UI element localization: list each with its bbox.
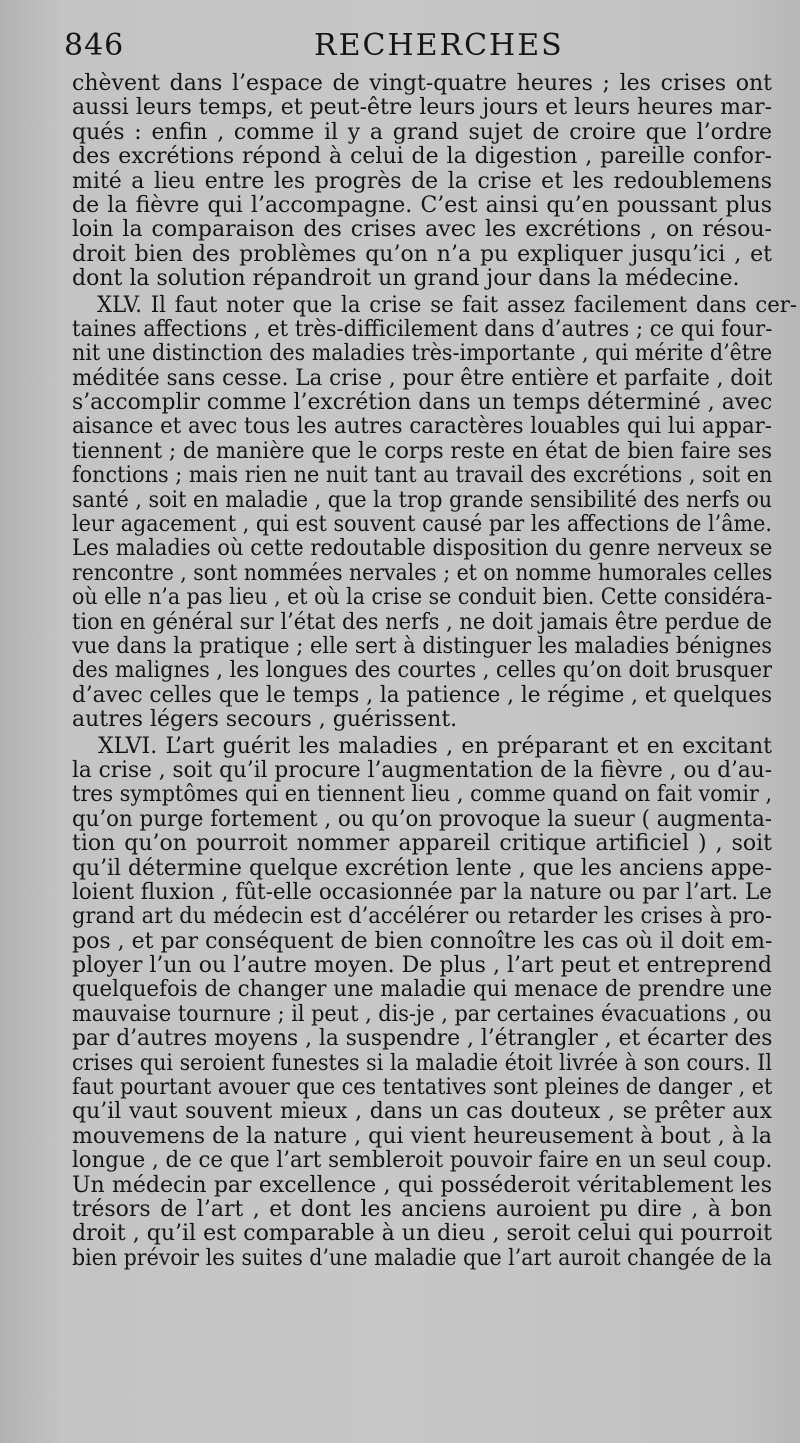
text-line: d’avec celles que le temps , la patience , le régime , et quelques bbox=[72, 683, 772, 708]
text-line: mité a lieu entre les progrès de la crise et les redoublemens bbox=[72, 169, 772, 194]
text-line: droit bien des problèmes qu’on n’a pu expliquer jusqu’ici , et bbox=[72, 242, 772, 267]
text-line: de la fièvre qui l’accompagne. C’est ainsi qu’en poussant plus bbox=[72, 193, 772, 218]
text-line: qués : enfin , comme il y a grand sujet de croire que l’ordre bbox=[72, 120, 772, 145]
text-line: grand art du médecin est d’accélérer ou retarder les crises à pro- bbox=[72, 905, 772, 930]
text-line: leur agacement , qui est souvent causé par les affections de l’âme. bbox=[72, 513, 772, 538]
text-line: qu’il vaut souvent mieux , dans un cas douteux , se prêter aux bbox=[72, 1100, 772, 1125]
paragraph-xlv bbox=[72, 293, 798, 733]
text-line: dont la solution répandroit un grand jour dans la médecine. bbox=[72, 267, 740, 292]
text-line: XLVI. L’art guérit les maladies , en préparant et en excitant bbox=[98, 734, 772, 759]
text-line: rencontre , sont nommées nervales ; et on nomme humorales celles bbox=[72, 561, 772, 586]
text-line: tion qu’on pourroit nommer appareil critique artificiel ) , soit bbox=[72, 832, 772, 857]
text-line: vue dans la pratique ; elle sert à distinguer les maladies bénignes bbox=[72, 634, 772, 659]
text-line: des malignes , les longues des courtes , celles qu’on doit brusquer bbox=[72, 659, 772, 684]
text-line: qu’on purge fortement , ou qu’on provoque la sueur ( augmenta- bbox=[72, 807, 772, 832]
text-line: s’accomplir comme l’excrétion dans un temps déterminé , avec bbox=[72, 391, 772, 416]
text-line: des excrétions répond à celui de la digestion , pareille confor- bbox=[72, 145, 772, 170]
text-line: où elle n’a pas lieu , et où la crise se conduit bien. Cette considéra- bbox=[72, 586, 772, 611]
page-header bbox=[64, 28, 724, 66]
text-line: santé , soit en maladie , que la trop grande sensibilité des nerfs ou bbox=[72, 488, 772, 513]
text-line: faut pourtant avouer que ces tentatives sont pleines de danger , et bbox=[72, 1076, 772, 1101]
text-line: Un médecin par excellence , qui posséderoit véritablement les bbox=[72, 1173, 772, 1198]
text-line: la crise , soit qu’il procure l’augmentation de la fièvre , ou d’au- bbox=[72, 758, 772, 783]
page-number: 846 bbox=[64, 28, 125, 63]
text-line: méditée sans cesse. La crise , pour être entière et parfaite , doit bbox=[72, 366, 772, 391]
text-line: crises qui seroient funestes si la maladie étoit livrée à son cours. Il bbox=[72, 1051, 772, 1076]
text-line: tiennent ; de manière que le corps reste en état de bien faire ses bbox=[72, 439, 772, 464]
text-line: droit , qu’il est comparable à un dieu , seroit celui qui pourroit bbox=[72, 1222, 772, 1247]
text-line: tion en général sur l’état des nerfs , ne doit jamais être perdue de bbox=[72, 610, 772, 635]
text-line: fonctions ; mais rien ne nuit tant au travail des excrétions , soit en bbox=[72, 464, 772, 489]
text-line: mouvemens de la nature , qui vient heureusement à bout , à la bbox=[72, 1124, 772, 1149]
text-line: Les maladies où cette redoutable disposition du genre nerveux se bbox=[72, 537, 772, 562]
text-line: taines affections , et très-difficilement dans d’autres ; ce qui four- bbox=[72, 317, 772, 342]
text-line: tres symptômes qui en tiennent lieu , comme quand on fait vomir , bbox=[72, 783, 772, 808]
text-line: chèvent dans l’espace de vingt-quatre heures ; les crises ont bbox=[72, 72, 772, 96]
text-line: nit une distinction des maladies très-importante , qui mérite d’être bbox=[72, 342, 772, 367]
text-line: ployer l’un ou l’autre moyen. De plus , l’art peut et entreprend bbox=[72, 954, 772, 979]
text-line: loient fluxion , fût-elle occasionnée par la nature ou par l’art. Le bbox=[72, 880, 772, 905]
text-line: longue , de ce que l’art sembleroit pouvoir faire en un seul coup. bbox=[72, 1149, 772, 1174]
text-line: quelquefois de changer une maladie qui menace de prendre une bbox=[72, 978, 772, 1003]
text-line: aussi leurs temps, et peut-être leurs jours et leurs heures mar- bbox=[72, 96, 772, 121]
text-line: pos , et par conséquent de bien connoître les cas où il doit em- bbox=[72, 929, 772, 954]
paragraph-xlvi bbox=[72, 735, 772, 1272]
running-title: RECHERCHES bbox=[314, 28, 564, 63]
text-line: mauvaise tournure ; il peut , dis-je , par certaines évacuations , ou bbox=[72, 1002, 772, 1027]
paragraph-continuation bbox=[72, 72, 772, 292]
text-line: trésors de l’art , et dont les anciens auroient pu dire , à bon bbox=[72, 1197, 772, 1222]
body-text bbox=[72, 72, 798, 1271]
text-line: XLV. Il faut noter que la crise se fait assez facilement dans cer- bbox=[97, 293, 798, 318]
text-line: aisance et avec tous les autres caractères louables qui lui appar- bbox=[72, 415, 772, 440]
text-line: autres légers secours , guérissent. bbox=[72, 708, 458, 733]
text-line: par d’autres moyens , la suspendre , l’étrangler , et écarter des bbox=[72, 1027, 772, 1052]
text-line: bien prévoir les suites d’une maladie que l’art auroit changée de la bbox=[72, 1246, 772, 1271]
text-line: loin la comparaison des crises avec les excrétions , on résou- bbox=[72, 218, 772, 243]
text-line: qu’il détermine quelque excrétion lente , que les anciens appe- bbox=[72, 856, 772, 881]
